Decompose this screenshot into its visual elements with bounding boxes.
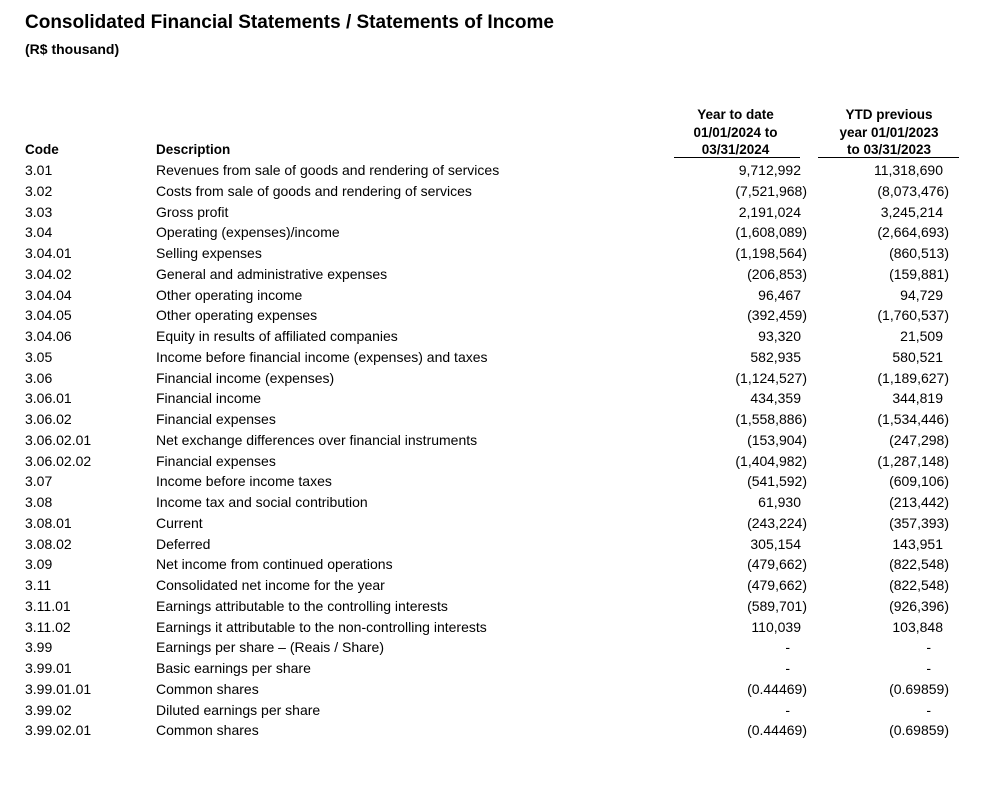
row-code: 3.99.02	[25, 701, 72, 718]
row-description: Financial income	[156, 390, 262, 407]
row-description: Diluted earnings per share	[156, 701, 321, 718]
row-value-current: 110,039	[751, 618, 801, 635]
column-header-description: Description	[156, 142, 231, 157]
table-row	[0, 617, 985, 638]
row-value-current: 9,712,992	[738, 162, 801, 178]
row-code: 3.03	[25, 203, 53, 220]
table-row	[0, 222, 985, 243]
income-statement-table	[0, 160, 985, 741]
table-row	[0, 368, 985, 389]
table-row	[0, 679, 985, 700]
row-value-current: (1,404,982)	[735, 452, 807, 469]
column-header-previous-line-2: year 01/01/2023	[839, 124, 939, 140]
table-row	[0, 492, 985, 513]
row-code: 3.06.01	[25, 390, 72, 407]
row-code: 3.08	[25, 494, 53, 510]
row-code: 3.11.02	[25, 618, 71, 635]
row-value-previous: (0.69859)	[889, 680, 949, 697]
row-value-previous: (1,189,627)	[877, 369, 949, 386]
row-value-current: (392,459)	[747, 307, 807, 324]
row-description: Current	[156, 514, 203, 531]
row-value-current: (1,124,527)	[735, 369, 807, 386]
row-code: 3.99.02.01	[25, 722, 92, 739]
row-description: Selling expenses	[156, 245, 262, 261]
column-header-current-line-1: Year to date	[697, 107, 774, 122]
row-code: 3.06.02.02	[25, 452, 92, 469]
row-description: Other operating income	[156, 286, 303, 303]
header-underline-current	[674, 157, 800, 158]
table-row	[0, 658, 985, 679]
table-row	[0, 264, 985, 285]
row-description: Financial expenses	[156, 411, 276, 427]
row-value-previous: (926,396)	[889, 597, 949, 614]
row-value-previous: (822,548)	[889, 577, 949, 593]
row-description: Earnings per share – (Reais / Share)	[156, 639, 384, 656]
row-description: Deferred	[156, 535, 211, 552]
row-value-current: (243,224)	[747, 514, 807, 531]
table-row	[0, 243, 985, 264]
row-value-previous: (2,664,693)	[877, 224, 949, 241]
row-value-previous: 94,729	[900, 286, 943, 303]
row-code: 3.02	[25, 182, 53, 199]
row-description: Basic earnings per share	[156, 660, 311, 676]
row-value-current: 434,359	[750, 390, 801, 407]
header-underline-previous	[818, 157, 959, 158]
table-row	[0, 347, 985, 368]
table-row	[0, 575, 985, 596]
row-value-current: 96,467	[758, 286, 801, 303]
row-value-previous: (1,534,446)	[877, 411, 949, 427]
row-description: Income before financial income (expenses) and taxes	[156, 348, 488, 365]
row-code: 3.08.01	[25, 514, 72, 531]
row-value-current: (7,521,968)	[735, 182, 807, 199]
row-value-current: (1,558,886)	[735, 411, 807, 427]
row-value-previous: (860,513)	[889, 245, 949, 261]
table-row	[0, 534, 985, 555]
row-code: 3.06	[25, 369, 53, 386]
row-value-current: (0.44469)	[747, 722, 807, 739]
row-code: 3.06.02	[25, 411, 72, 427]
row-value-current: -	[785, 701, 790, 718]
row-description: General and administrative expenses	[156, 265, 388, 282]
column-header-previous-line-3: to 03/31/2023	[846, 142, 932, 157]
row-code: 3.04.06	[25, 328, 72, 344]
row-value-current: (589,701)	[747, 597, 807, 614]
row-code: 3.04.01	[25, 245, 72, 261]
row-value-previous: 344,819	[892, 390, 943, 407]
row-value-previous: 143,951	[892, 535, 943, 552]
column-header-previous-period	[814, 106, 964, 159]
row-value-previous: (213,442)	[889, 494, 949, 510]
row-code: 3.08.02	[25, 535, 72, 552]
row-value-current: (153,904)	[747, 431, 807, 448]
row-code: 3.04.05	[25, 307, 72, 324]
table-row	[0, 202, 985, 223]
row-value-current: (0.44469)	[747, 680, 807, 697]
table-row	[0, 160, 985, 181]
row-value-previous: (357,393)	[889, 514, 949, 531]
row-description: Revenues from sale of goods and rendering of services	[156, 162, 500, 178]
row-value-current: 305,154	[750, 535, 801, 552]
row-code: 3.06.02.01	[25, 431, 92, 448]
row-description: Financial expenses	[156, 452, 276, 469]
column-header-current-line-2: 01/01/2024 to	[693, 124, 778, 140]
row-value-current: (206,853)	[747, 265, 807, 282]
table-row	[0, 700, 985, 721]
row-description: Net exchange differences over financial instruments	[156, 431, 478, 448]
table-row	[0, 637, 985, 658]
row-description: Costs from sale of goods and rendering of services	[156, 182, 472, 199]
row-value-current: 93,320	[758, 328, 801, 344]
row-value-current: 582,935	[750, 348, 801, 365]
row-description: Consolidated net income for the year	[156, 577, 385, 593]
row-value-previous: (1,760,537)	[877, 307, 949, 324]
column-header-previous-line-1: YTD previous	[845, 107, 933, 122]
row-value-previous: -	[926, 660, 931, 676]
row-description: Earnings attributable to the controlling interests	[156, 597, 448, 614]
row-description: Other operating expenses	[156, 307, 318, 324]
row-description: Operating (expenses)/income	[156, 224, 340, 241]
row-code: 3.09	[25, 556, 53, 573]
row-value-current: (479,662)	[747, 577, 807, 593]
row-value-previous: (822,548)	[889, 556, 949, 573]
row-value-previous: (1,287,148)	[877, 452, 949, 469]
row-description: Earnings it attributable to the non-controlling interests	[156, 618, 487, 635]
row-value-previous: (247,298)	[889, 431, 949, 448]
row-code: 3.05	[25, 348, 53, 365]
row-code: 3.04.02	[25, 265, 72, 282]
row-value-current: 61,930	[758, 494, 801, 510]
row-value-previous: -	[926, 639, 931, 656]
row-code: 3.04.04	[25, 286, 72, 303]
table-row	[0, 720, 985, 741]
row-code: 3.99.01	[25, 660, 72, 676]
column-header-code: Code	[25, 142, 59, 157]
row-value-previous: 580,521	[892, 348, 943, 365]
row-description: Gross profit	[156, 203, 229, 220]
table-row	[0, 430, 985, 451]
table-row	[0, 409, 985, 430]
row-value-previous: (609,106)	[889, 473, 949, 490]
table-row	[0, 305, 985, 326]
row-value-previous: -	[926, 701, 931, 718]
row-code: 3.11.01	[25, 597, 71, 614]
currency-unit-label: (R$ thousand)	[25, 41, 120, 57]
table-row	[0, 596, 985, 617]
table-row	[0, 388, 985, 409]
row-code: 3.11	[25, 577, 52, 593]
row-description: Equity in results of affiliated companies	[156, 328, 398, 344]
row-description: Income before income taxes	[156, 473, 332, 490]
table-row	[0, 326, 985, 347]
row-value-current: (1,608,089)	[735, 224, 807, 241]
row-code: 3.99	[25, 639, 53, 656]
row-code: 3.04	[25, 224, 53, 241]
row-value-current: -	[785, 639, 790, 656]
column-header-current-line-3: 03/31/2024	[701, 142, 770, 157]
table-row	[0, 554, 985, 575]
row-value-previous: (8,073,476)	[877, 182, 949, 199]
page-title: Consolidated Financial Statements / Statements of Income	[25, 12, 554, 33]
table-row	[0, 181, 985, 202]
row-value-previous: (159,881)	[889, 265, 949, 282]
row-value-previous: 11,318,690	[873, 162, 943, 178]
row-value-current: (479,662)	[747, 556, 807, 573]
row-description: Net income from continued operations	[156, 556, 393, 573]
row-description: Income tax and social contribution	[156, 494, 368, 510]
row-value-previous: (0.69859)	[889, 722, 949, 739]
row-value-current: (1,198,564)	[735, 245, 807, 261]
row-value-current: (541,592)	[747, 473, 807, 490]
table-row	[0, 513, 985, 534]
row-description: Common shares	[156, 680, 259, 697]
row-value-current: 2,191,024	[738, 203, 801, 220]
row-code: 3.07	[25, 473, 53, 490]
row-value-previous: 103,848	[892, 618, 943, 635]
table-row	[0, 451, 985, 472]
row-value-previous: 3,245,214	[880, 203, 943, 220]
table-row	[0, 285, 985, 306]
row-description: Financial income (expenses)	[156, 369, 335, 386]
row-description: Common shares	[156, 722, 259, 739]
table-row	[0, 471, 985, 492]
column-header-current-period	[673, 106, 798, 159]
row-code: 3.01	[25, 162, 53, 178]
row-value-current: -	[785, 660, 790, 676]
row-code: 3.99.01.01	[25, 680, 92, 697]
row-value-previous: 21,509	[900, 328, 943, 344]
